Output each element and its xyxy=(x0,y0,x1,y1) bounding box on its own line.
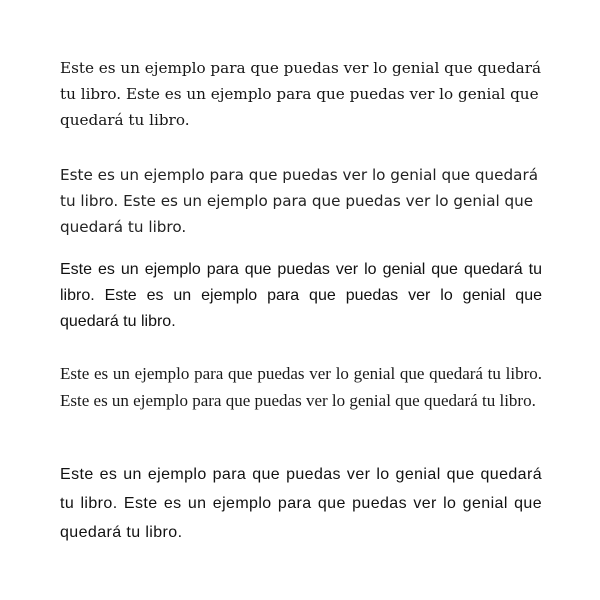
font-sample-paragraph-2: Este es un ejemplo para que puedas ver lo genial que quedará tu libro. Este es un ejemplo para que puedas ver lo genial que quedará tu libro. xyxy=(60,166,539,236)
font-sample-paragraph-3: Este es un ejemplo para que puedas ver lo genial que quedará tu libro. Este es un ejemplo para que puedas ver lo genial que quedará tu libro. xyxy=(60,261,542,330)
font-sample-paragraph-5: Este es un ejemplo para que puedas ver lo genial que quedará tu libro. Este es un ejemplo para que puedas ver lo genial que quedará tu libro. xyxy=(60,466,542,541)
font-sample-paragraph-4: Este es un ejemplo para que puedas ver lo genial que quedará tu libro. Este es un ejemplo para que puedas ver lo genial que quedará tu libro. xyxy=(60,364,542,410)
font-sample-paragraph-1: Este es un ejemplo para que puedas ver lo genial que quedará tu libro. Este es un ejemplo para que puedas ver lo genial que quedará tu libro. xyxy=(60,59,542,129)
